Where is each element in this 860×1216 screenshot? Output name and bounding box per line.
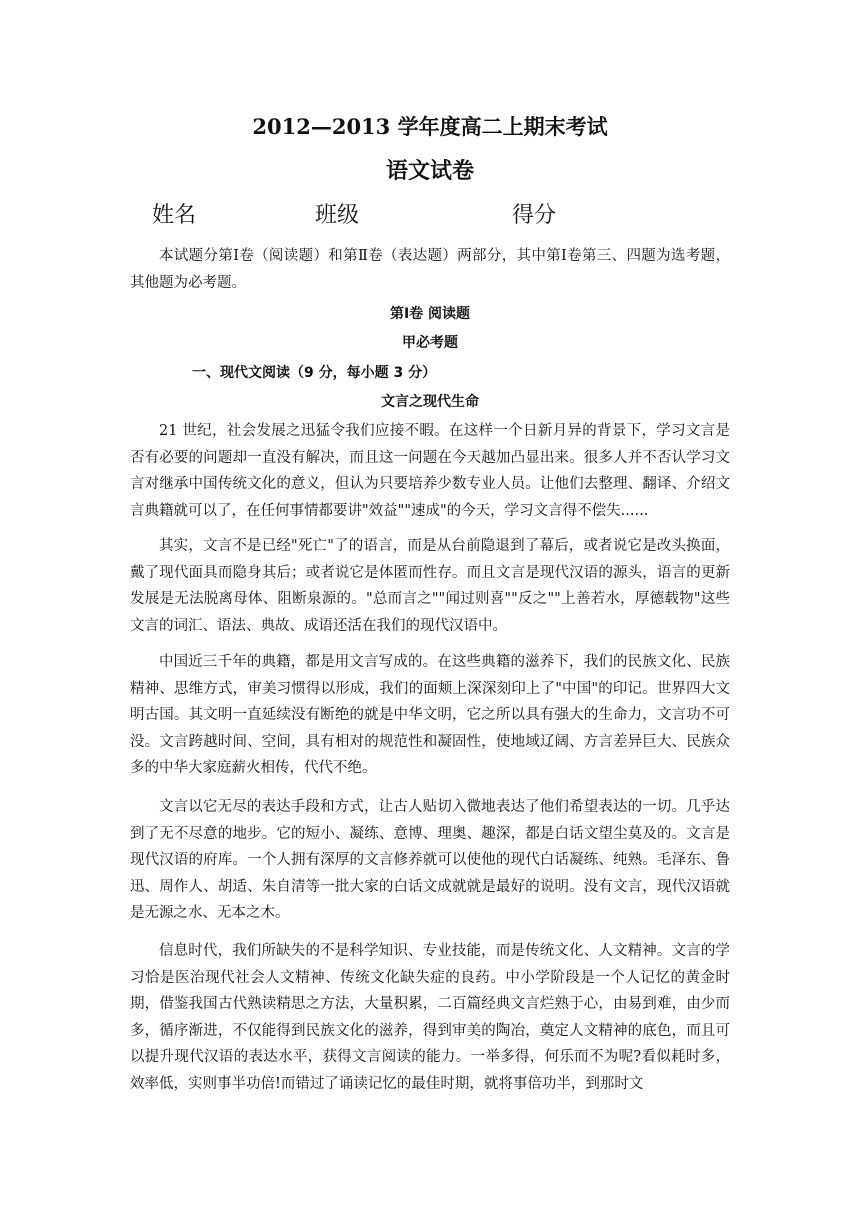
section-heading: 一、现代文阅读（9 分，每小题 3 分） [192,365,437,381]
exam-subtitle: 语文试卷 [385,158,474,184]
article-paragraph: 文言以它无尽的表达手段和方式，让古人贴切入微地表达了他们希望表达的一切。几乎达到了无不尽意的地步。它的短小、凝练、意博、理奥、趣深，都是白话文望尘莫及的。文言是现代汉语的府库。一个人拥有深厚的文言修养就可以使他的现代白话凝练、纯熟。毛泽东、鲁迅、周作人、胡适、朱自清等一批大家的白话文成就就是最好的说明。没有文言，现代汉语就是无源之水、无本之木。 [130,799,730,921]
article-paragraph: 其实，文言不是已经"死亡"了的语言，而是从台前隐退到了幕后，或者说它是改头换面，戴了现代面具而隐身其后；或者说它是体匿而性存。而且文言是现代汉语的源头，语言的更新发展是无法脱离母体、阻断泉源的。"总而言之""闻过则喜""反之""上善若水，厚德载物"这些文言的词汇、语法、典故、成语还活在我们的现代汉语中。 [130,538,730,634]
part-subtitle: 甲必考题 [402,335,458,351]
part-title: 第Ⅰ卷 阅读题 [389,306,471,322]
article-paragraph: 信息时代，我们所缺失的不是科学知识、专业技能，而是传统文化、人文精神。文言的学习恰是医治现代社会人文精神、传统文化缺失症的良药。中小学阶段是一个人记忆的黄金时期，借鉴我国古代熟读精思之方法，大量积累，二百篇经典文言烂熟于心，由易到难，由少而多，循序渐进，不仅能得到民族文化的滋养，得到审美的陶冶，奠定人文精神的底色，而且可以提升现代汉语的表达水平，获得文言阅读的能力。一举多得，何乐而不为呢?看似耗时多，效率低，实则事半功倍!而错过了诵读记忆的最佳时期，就将事倍功半，到那时文 [130,943,730,1092]
article-paragraph: 21 世纪，社会发展之迅猛令我们应接不暇。在这样一个日新月异的背景下，学习文言是否有必要的问题却一直没有解决，而且这一问题在今天越加凸显出来。很多人并不否认学习文言对继承中国传统文化的意义，但认为只要培养少数专业人员。让他们去整理、翻译、介绍文言典籍就可以了，在任何事情都要讲"效益""速成"的今天，学习文言得不偿失...... [130,423,730,519]
exam-title: 2012—2013 学年度高二上期末考试 [252,114,608,139]
score-label: 得分 [512,203,557,228]
article-title: 文言之现代生命 [381,394,479,410]
article-paragraph: 中国近三千年的典籍，都是用文言写成的。在这些典籍的滋养下，我们的民族文化、民族精神、思维方式，审美习惯得以形成，我们的面颊上深深刻印上了"中国"的印记。世界四大文明古国。其文明一直延续没有断绝的就是中华文明，它之所以具有强大的生命力，文言功不可没。文言跨越时间、空间，具有相对的规范性和凝固性，使地域辽阔、方言差异巨大、民族众多的中华大家庭薪火相传，代代不绝。 [130,654,730,776]
class-label: 班级 [315,203,360,228]
name-label: 姓名 [152,203,197,228]
intro-paragraph: 本试题分第Ⅰ卷（阅读题）和第Ⅱ卷（表达题）两部分，其中第Ⅰ卷第三、四题为选考题，其他题为必考题。 [130,248,730,291]
